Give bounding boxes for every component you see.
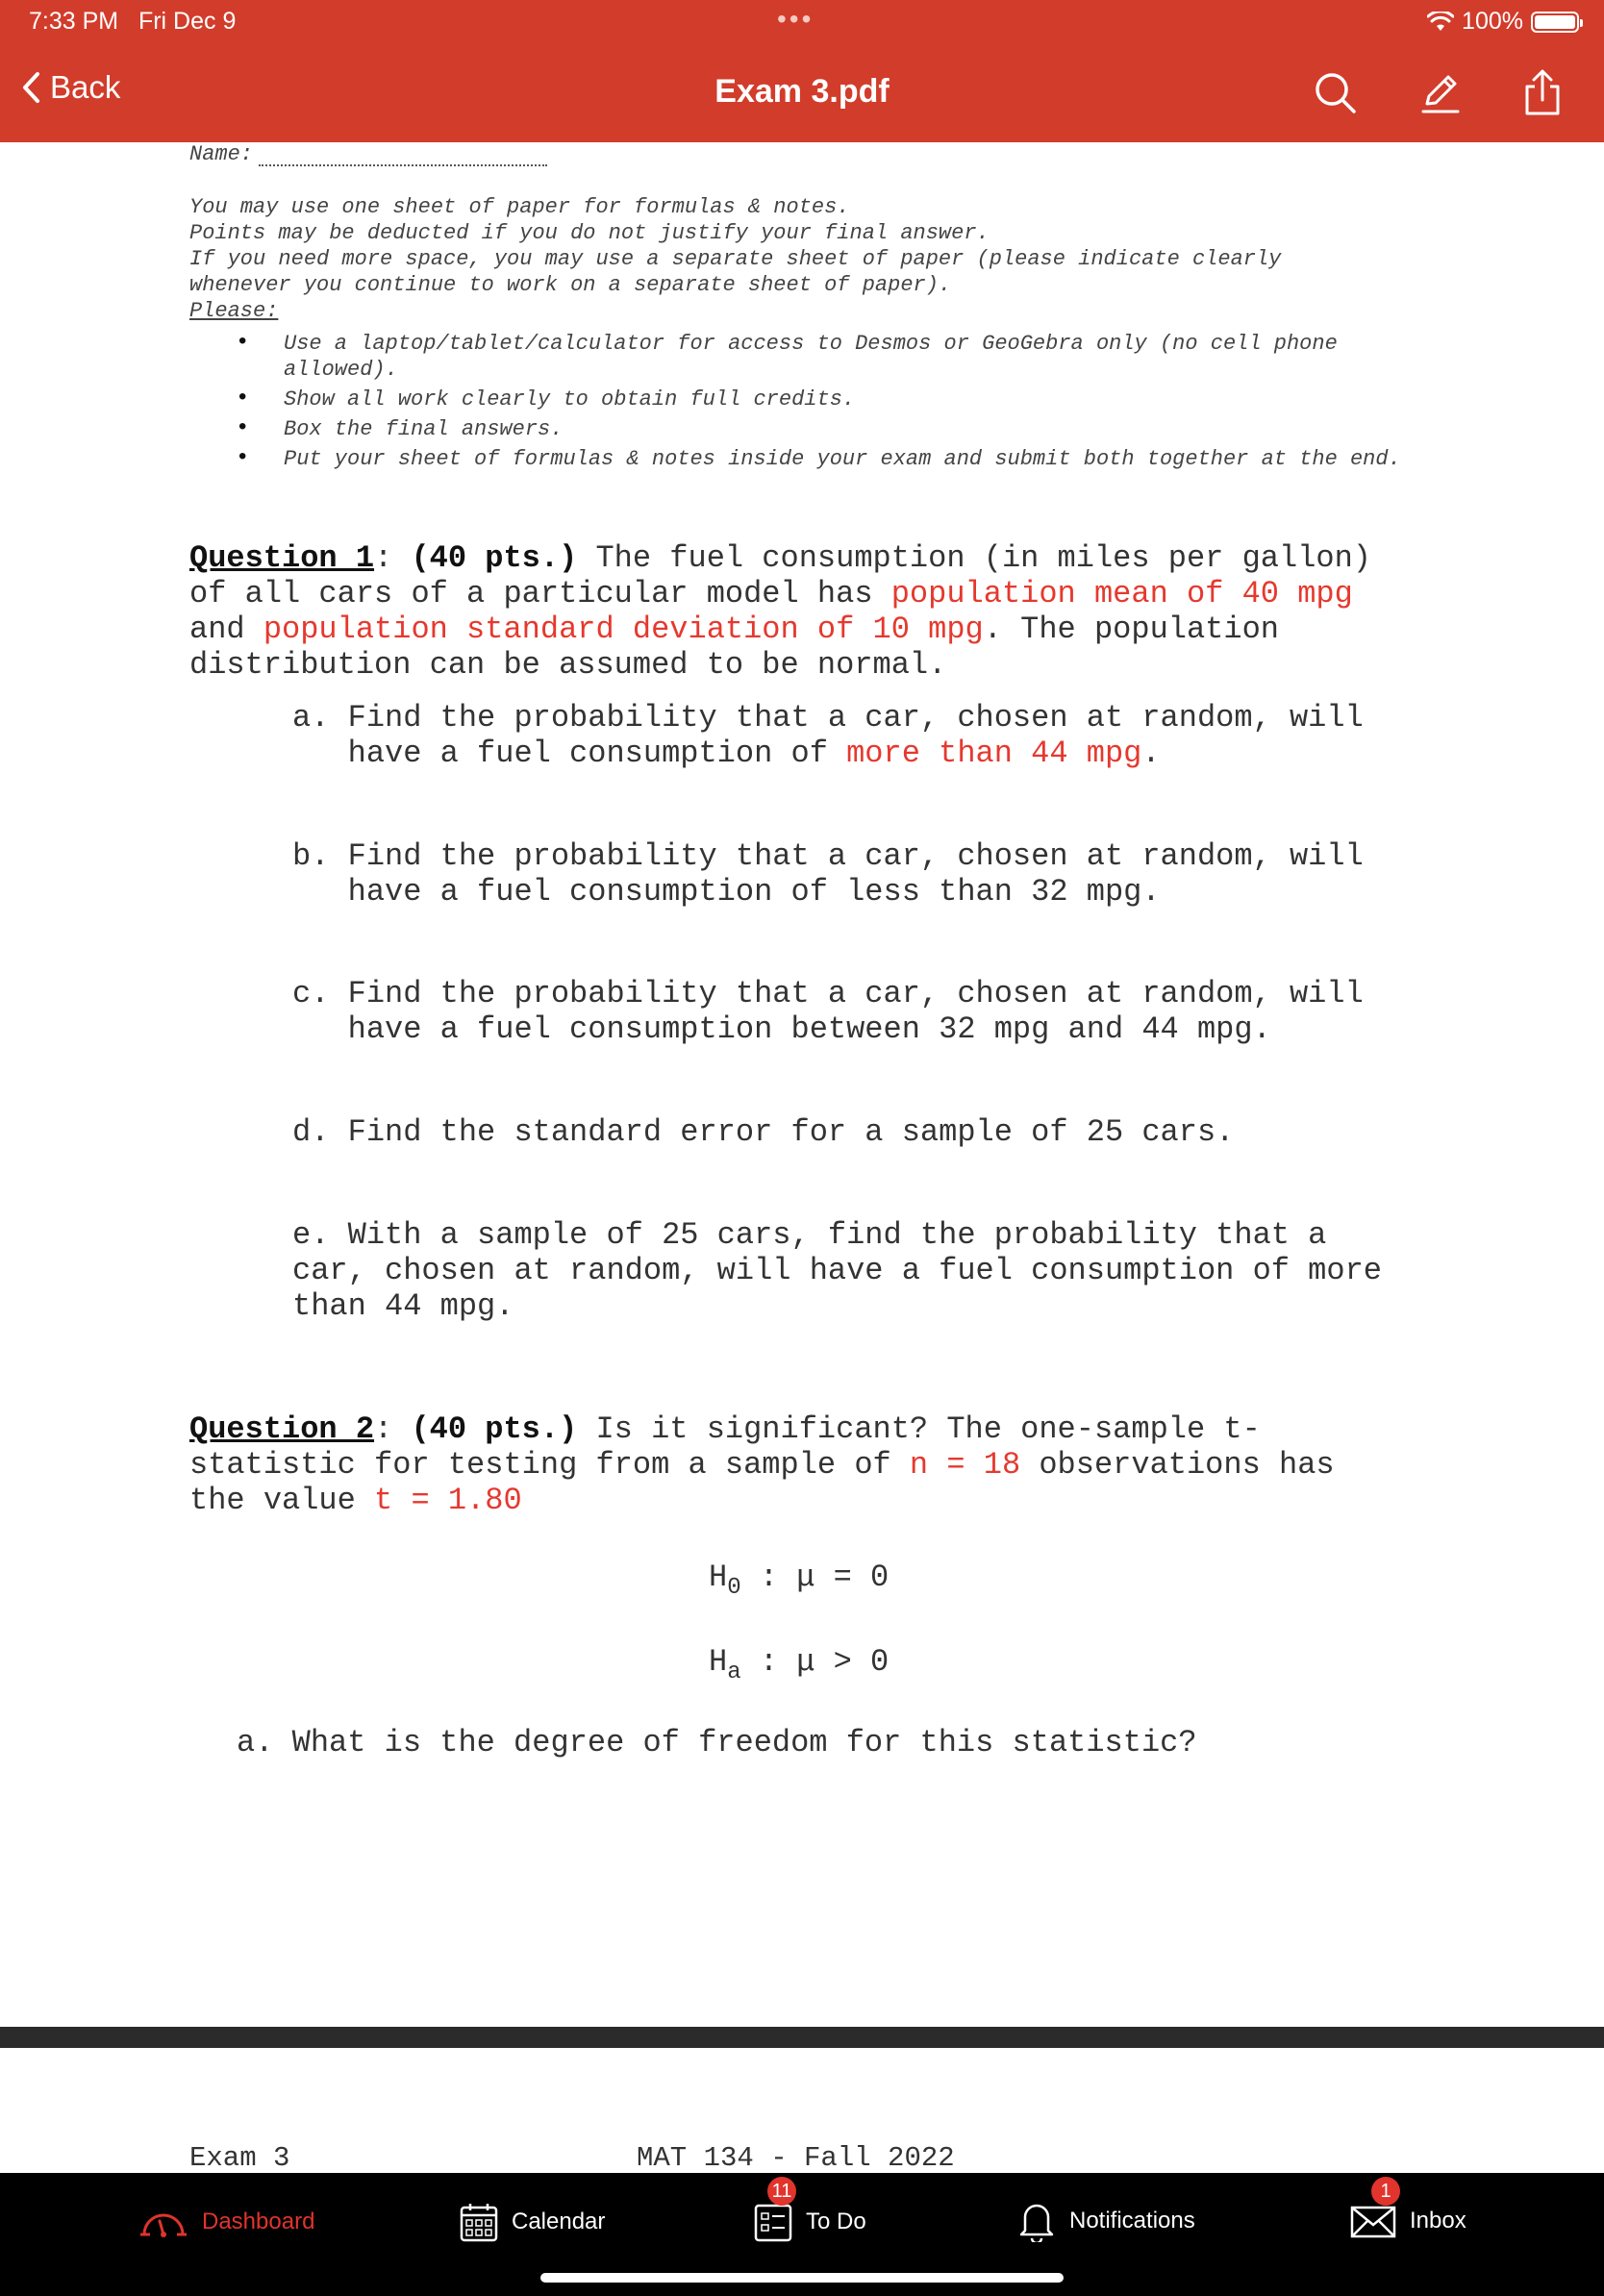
highlighted-text: t = 1.80 [374, 1483, 522, 1518]
calendar-icon [460, 2202, 498, 2242]
question-text: statistic for testing from a sample of [189, 1447, 910, 1483]
hypothesis-symbol: H [709, 1644, 728, 1680]
q1-part-b [292, 838, 1364, 910]
question-text: The fuel consumption (in miles per gallon) [577, 540, 1371, 576]
part-text: have a fuel consumption between 32 mpg and 44 mpg. [292, 1011, 1271, 1047]
tab-dashboard[interactable] [138, 2206, 314, 2238]
home-indicator[interactable] [540, 2273, 1064, 2283]
hypothesis-subscript: a [727, 1660, 741, 1685]
part-text: d. Find the standard error for a sample of 25 cars. [292, 1114, 1235, 1150]
q1-part-c [292, 976, 1364, 1047]
part-text: c. Find the probability that a car, chosen at random, will [292, 976, 1364, 1011]
instruction-line: Points may be deducted if you do not justify your final answer. [189, 221, 990, 245]
battery-percent: 100% [1462, 8, 1523, 35]
bullet-item: • Box the final answers. [236, 416, 1418, 442]
page-separator [0, 2027, 1604, 2048]
question-2 [189, 1411, 1440, 1518]
tab-label: To Do [806, 2209, 866, 2234]
hypothesis-text: : μ > 0 [740, 1644, 890, 1680]
question-text: observations has [1020, 1447, 1335, 1483]
top-bar [0, 0, 1604, 142]
tab-todo[interactable] [754, 2181, 866, 2242]
part-text: car, chosen at random, will have a fuel consumption of more [292, 1253, 1382, 1288]
document-title: Exam 3.pdf [714, 73, 890, 110]
points-label: (40 pts.) [411, 540, 578, 576]
part-text: a. Find the probability that a car, chosen at random, will [292, 700, 1364, 736]
tab-notifications[interactable] [1017, 2200, 1195, 2242]
q1-part-a [292, 700, 1364, 771]
part-text: . [1141, 736, 1161, 771]
part-text: have a fuel consumption of less than 32 mpg. [292, 874, 1161, 910]
page-footer-left: Exam 3 [189, 2142, 290, 2173]
todo-badge: 11 [767, 2177, 796, 2206]
todo-icon [754, 2202, 792, 2242]
tab-label: Notifications [1069, 2208, 1195, 2234]
instruction-bullets [236, 331, 1418, 476]
tab-label: Calendar [512, 2209, 606, 2234]
instructions [189, 194, 1281, 324]
alternative-hypothesis [709, 1644, 889, 1685]
instruction-line: You may use one sheet of paper for formulas & notes. [189, 195, 850, 219]
status-indicators [1427, 8, 1579, 36]
instruction-line: If you need more space, you may use a separate sheet of paper (please indicate clearly [189, 247, 1282, 271]
null-hypothesis [709, 1560, 889, 1601]
wifi-icon [1427, 12, 1454, 33]
question-text: of all cars of a particular model has [189, 576, 891, 611]
highlighted-text: population standard deviation of 10 mpg [263, 611, 984, 647]
bullet-item: • Show all work clearly to obtain full credits. [236, 387, 1418, 412]
q2-part-a [237, 1725, 1197, 1760]
question-text: distribution can be assumed to be normal. [189, 647, 947, 683]
colon: : [374, 1411, 393, 1447]
question-label: Question 1 [189, 540, 375, 576]
hypothesis-text: : μ = 0 [740, 1560, 890, 1595]
instruction-line: whenever you continue to work on a separate sheet of paper). [189, 273, 952, 297]
question-text: the value [189, 1483, 375, 1518]
question-text: . The population [983, 611, 1279, 647]
q1-part-d [292, 1114, 1234, 1150]
hypothesis-symbol: H [709, 1560, 728, 1595]
multitask-dots-icon[interactable]: ••• [777, 4, 815, 34]
hypothesis-subscript: 0 [727, 1575, 741, 1601]
please-label: Please: [189, 299, 279, 323]
battery-level [1535, 15, 1575, 29]
battery-icon [1531, 12, 1579, 33]
inbox-badge: 1 [1371, 2177, 1400, 2206]
status-time [29, 8, 236, 36]
highlighted-text: n = 18 [909, 1447, 1021, 1483]
tab-label: Inbox [1410, 2208, 1466, 2234]
name-field [189, 142, 547, 166]
tab-inbox[interactable] [1350, 2181, 1466, 2238]
search-icon[interactable] [1312, 69, 1358, 115]
points-label: (40 pts.) [411, 1411, 578, 1447]
name-blank [259, 155, 547, 166]
colon: : [374, 540, 393, 576]
clock-time: 7:33 PM [29, 8, 119, 35]
part-text: have a fuel consumption of [292, 736, 847, 771]
part-text: b. Find the probability that a car, chosen at random, will [292, 838, 1364, 874]
page-footer-center: MAT 134 - Fall 2022 [637, 2142, 955, 2173]
mail-icon [1350, 2204, 1396, 2238]
question-text: Is it significant? The one-sample t- [577, 1411, 1261, 1447]
part-text: than 44 mpg. [292, 1288, 514, 1324]
question-1 [189, 540, 1440, 683]
dashboard-icon [138, 2206, 188, 2238]
back-label: Back [50, 69, 121, 105]
bullet-item: • Put your sheet of formulas & notes inside your exam and submit both together at the end. [236, 446, 1418, 472]
tab-label: Dashboard [202, 2209, 315, 2234]
part-text: a. What is the degree of freedom for this statistic? [237, 1725, 1197, 1760]
share-icon[interactable] [1519, 69, 1566, 115]
pencil-icon[interactable] [1417, 69, 1464, 115]
bullet-item: • Use a laptop/tablet/calculator for access to Desmos or GeoGebra only (no cell phone allowed). [236, 331, 1418, 383]
tab-calendar[interactable] [460, 2202, 605, 2242]
part-text: e. With a sample of 25 cars, find the probability that a [292, 1217, 1327, 1253]
question-text: and [189, 611, 263, 647]
highlighted-text: more than 44 mpg [846, 736, 1142, 771]
q1-part-e [292, 1217, 1382, 1324]
bell-icon [1017, 2200, 1056, 2242]
highlighted-text: population mean of 40 mpg [890, 576, 1353, 611]
name-label: Name: [189, 142, 254, 166]
question-label: Question 2 [189, 1411, 375, 1447]
pdf-page[interactable] [0, 142, 1604, 2173]
clock-date: Fri Dec 9 [138, 8, 237, 35]
